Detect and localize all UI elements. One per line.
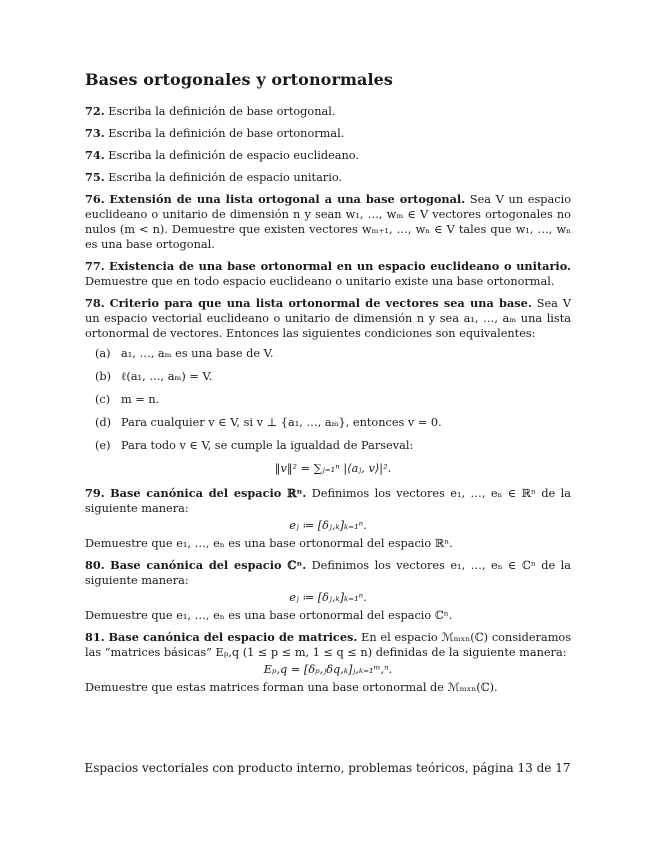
problem-text: Sea V un espacio euclideano o unitario de dimensión n y sean w₁, …, wₘ ∈ V vectores ortogonales no nulos (m < n). Demuestre que existen vectores wₘ₊₁, …, wₙ ∈ V tales que w₁, …, wₙ es una base ortogonal.: [85, 193, 572, 251]
problem-text: Escriba la definición de base ortonormal.: [108, 127, 345, 140]
condition-list: [95, 346, 571, 476]
problem-number: 78.: [85, 296, 105, 310]
problem-list: [85, 104, 571, 702]
item-text: a₁, …, aₘ es una base de V.: [121, 347, 274, 360]
problem-text: Demuestre que en todo espacio euclideano o unitario existe una base ortonormal.: [85, 275, 555, 288]
problem-text: Definimos los vectores e₁, …, eₙ ∈ ℂⁿ de la siguiente manera:: [85, 559, 571, 587]
problem-78: [85, 296, 571, 341]
problem-text: Escriba la definición de espacio unitario.: [108, 171, 343, 184]
item-text: Para cualquier v ∈ V, si v ⊥ {a₁, …, aₘ}, entonces v = 0.: [121, 416, 442, 429]
item-label: (b): [95, 370, 112, 383]
problem-conclusion: Demuestre que e₁, …, eₙ es una base ortonormal del espacio ℂⁿ.: [85, 609, 453, 622]
problem-74: [85, 148, 571, 163]
problem-number: 75.: [85, 170, 105, 184]
problem-text: Definimos los vectores e₁, …, eₙ ∈ ℝⁿ de la siguiente manera:: [85, 487, 572, 515]
item-label: (e): [95, 439, 111, 452]
section-title: Bases ortogonales y ortonormales: [85, 70, 394, 89]
problem-title: Base canónica del espacio ℂⁿ.: [110, 558, 307, 572]
list-item: [95, 438, 571, 453]
problem-80: [85, 558, 571, 588]
problem-81: [85, 630, 571, 660]
problem-conclusion: Demuestre que estas matrices forman una base ortonormal de ℳₘₓₙ(ℂ).: [85, 681, 498, 694]
parseval-equation: ‖v‖² = ∑ⱼ₌₁ⁿ |⟨aⱼ, v⟩|².: [274, 462, 392, 475]
problem-number: 81.: [85, 630, 105, 644]
page-footer: Espacios vectoriales con producto interno, problemas teóricos, página 13 de 17: [84, 761, 571, 775]
item-label: (c): [95, 393, 111, 406]
problem-number: 80.: [85, 558, 105, 572]
problem-title: Extensión de una lista ortogonal a una base ortogonal.: [109, 192, 466, 206]
equation: eⱼ ≔ [δⱼ,ₖ]ₖ₌₁ⁿ.: [289, 519, 367, 532]
problem-number: 76.: [85, 192, 105, 206]
problem-number: 72.: [85, 104, 105, 118]
problem-73: [85, 126, 571, 141]
problem-75: [85, 170, 571, 185]
problem-text: Escriba la definición de espacio euclideano.: [108, 149, 360, 162]
problem-79: [85, 486, 571, 516]
problem-76: [85, 192, 571, 252]
equation: Eₚ,q = [δₚ,ⱼδq,ₖ]ⱼ,ₖ₌₁ᵐ,ⁿ.: [263, 663, 393, 676]
problem-title: Base canónica del espacio de matrices.: [108, 630, 358, 644]
problem-title: Existencia de una base ortonormal en un espacio euclideano o unitario.: [109, 259, 571, 273]
list-item: [95, 415, 571, 430]
problem-title: Criterio para que una lista ortonormal de vectores sea una base.: [109, 296, 532, 310]
problem-text: Escriba la definición de base ortogonal.: [108, 105, 336, 118]
list-item: [95, 369, 571, 384]
list-item: [95, 346, 571, 361]
item-label: (a): [95, 347, 111, 360]
problem-number: 79.: [85, 486, 105, 500]
problem-conclusion: Demuestre que e₁, …, eₙ es una base ortonormal del espacio ℝⁿ.: [85, 537, 453, 550]
problem-text: En el espacio ℳₘₓₙ(ℂ) consideramos las “matrices básicas” Eₚ,q (1 ≤ p ≤ m, 1 ≤ q ≤ n) definidas de la siguiente manera:: [85, 631, 572, 659]
problem-text: Sea V un espacio vectorial euclideano o unitario de dimensión n y sea a₁, …, aₘ una lista ortonormal de vectores. Entonces las siguientes condiciones son equivalentes:: [85, 297, 571, 340]
item-text: ℓ(a₁, …, aₘ) = V.: [121, 370, 213, 383]
problem-72: [85, 104, 571, 119]
item-text: Para todo v ∈ V, se cumple la igualdad de Parseval:: [121, 439, 414, 452]
list-item: [95, 392, 571, 407]
item-text: m = n.: [121, 393, 160, 406]
problem-number: 74.: [85, 148, 105, 162]
problem-77: [85, 259, 571, 289]
problem-number: 77.: [85, 259, 105, 273]
problem-number: 73.: [85, 126, 105, 140]
equation: eⱼ ≔ [δⱼ,ₖ]ₖ₌₁ⁿ.: [289, 591, 367, 604]
item-label: (d): [95, 416, 112, 429]
problem-title: Base canónica del espacio ℝⁿ.: [110, 486, 307, 500]
